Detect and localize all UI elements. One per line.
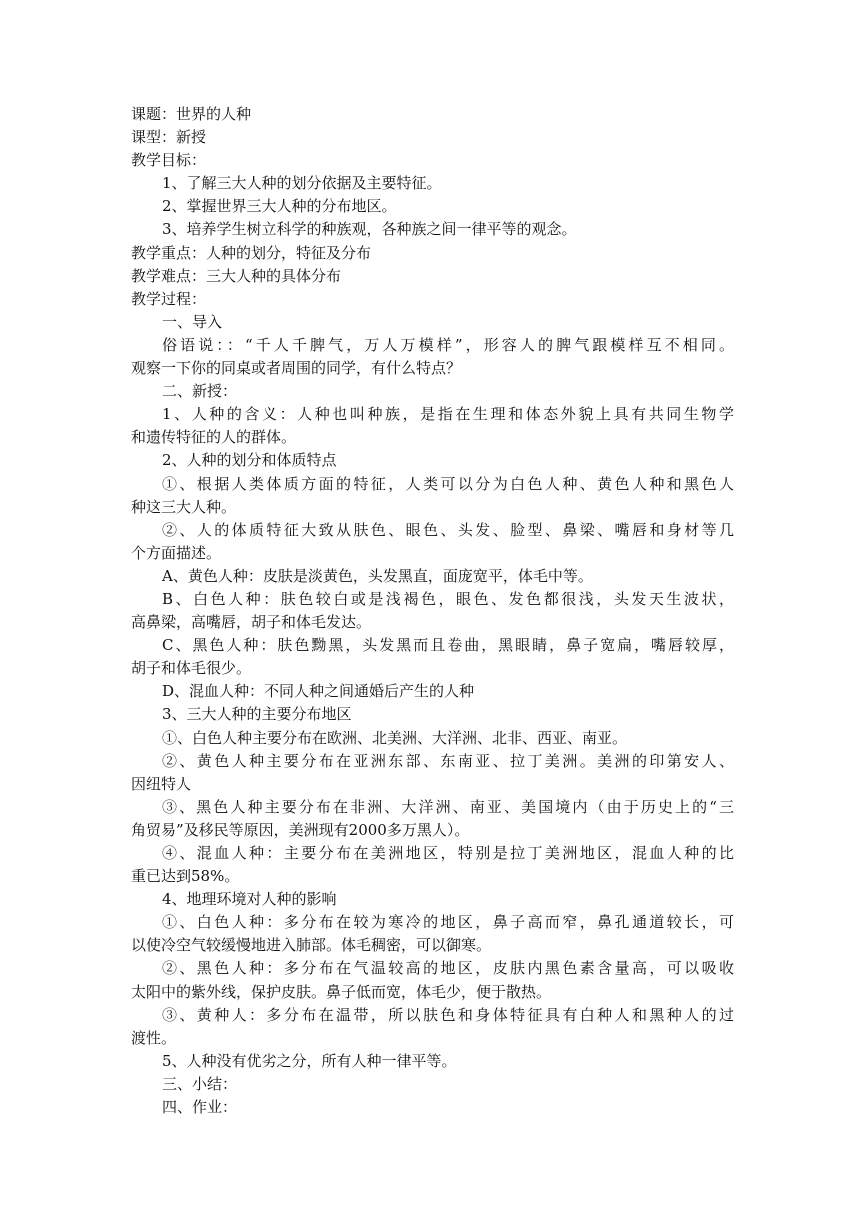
text-line: 课型：新授 <box>131 128 207 147</box>
text-line: 教学目标： <box>131 151 207 170</box>
text-line: 课题：世界的人种 <box>131 105 252 123</box>
text-line: ②、人的体质特征大致从肤色、眼色、头发、脸型、鼻梁、嘴唇和身材等几 <box>162 520 734 539</box>
text-line: 以使冷空气较缓慢地进入肺部。体毛稠密，可以御寒。 <box>131 936 492 955</box>
text-line: 教学难点：三大人种的具体分布 <box>131 266 342 285</box>
text-line: 一、导入 <box>162 312 223 331</box>
text-line: ①、白色人种：多分布在较为寒冷的地区，鼻子高而窄，鼻孔通道较长，可 <box>162 913 734 932</box>
text-line: 渡性。 <box>131 1028 177 1047</box>
text-line: 二、新授： <box>162 382 238 401</box>
text-line: 四、作业： <box>162 1098 238 1117</box>
text-line: 个方面描述。 <box>131 543 222 562</box>
text-line: 2、掌握世界三大人种的分布地区。 <box>162 197 397 216</box>
text-line: B、白色人种：肤色较白或是浅褐色，眼色、发色都很浅，头发天生波状， <box>162 589 734 608</box>
text-line: 观察一下你的同桌或者周围的同学，有什么特点？ <box>131 359 462 378</box>
text-line: ①、根据人类体质方面的特征，人类可以分为白色人种、黄色人种和黑色人 <box>162 474 734 493</box>
text-line: 3、培养学生树立科学的种族观，各种族之间一律平等的观念。 <box>162 220 577 239</box>
text-line: 高鼻梁，高嘴唇，胡子和体毛发达。 <box>131 613 372 632</box>
text-line: 角贸易”及移民等原因，美洲现有2000多万黑人）。 <box>131 820 470 839</box>
text-line: ③、黑色人种主要分布在非洲、大洋洲、南亚、美国境内（由于历史上的“三 <box>162 797 734 816</box>
text-line: ①、白色人种主要分布在欧洲、北美洲、大洋洲、北非、西亚、南亚。 <box>162 728 628 747</box>
text-line: 1、了解三大人种的划分依据及主要特征。 <box>162 174 442 193</box>
text-line: 5、人种没有优劣之分，所有人种一律平等。 <box>162 1051 457 1070</box>
text-line: C、黑色人种：肤色黝黑，头发黑而且卷曲，黑眼睛，鼻子宽扁，嘴唇较厚， <box>162 636 734 655</box>
text-line: 和遗传特征的人的群体。 <box>131 428 297 447</box>
text-line: 俗语说：：“千人千脾气，万人万模样”，形容人的脾气跟模样互不相同。 <box>162 335 734 354</box>
text-line: 2、人种的划分和体质特点 <box>162 451 337 470</box>
text-line: 三、小结： <box>162 1074 238 1093</box>
text-line: ②、黑色人种：多分布在气温较高的地区，皮肤内黑色素含量高，可以吸收 <box>162 959 734 978</box>
text-line: 1、人种的含义：人种也叫种族，是指在生理和体态外貌上具有共同生物学 <box>162 405 734 424</box>
text-line: ④、混血人种：主要分布在美洲地区，特别是拉丁美洲地区，混血人种的比 <box>162 844 734 862</box>
text-line: A、黄色人种：皮肤是淡黄色，头发黑直，面庞宽平，体毛中等。 <box>162 566 593 585</box>
text-line: 胡子和体毛很少。 <box>131 659 252 678</box>
text-line: 教学重点：人种的划分，特征及分布 <box>131 243 372 262</box>
text-line: 太阳中的紫外线，保护皮肤。鼻子低而宽，体毛少，便于散热。 <box>131 982 552 1001</box>
text-line: 种这三大人种。 <box>131 497 237 516</box>
text-line: 重已达到58%。 <box>131 867 240 886</box>
text-line: 因纽特人 <box>131 774 192 793</box>
text-line: 4、地理环境对人种的影响 <box>162 890 337 909</box>
text-line: ③、黄种人：多分布在温带，所以肤色和身体特征具有白种人和黑种人的过 <box>162 1005 734 1024</box>
text-line: ②、黄色人种主要分布在亚洲东部、东南亚、拉丁美洲。美洲的印第安人、 <box>162 751 734 770</box>
text-line: D、混血人种：不同人种之间通婚后产生的人种 <box>162 682 475 701</box>
lesson-plan-document <box>131 103 734 1119</box>
text-line: 教学过程： <box>131 289 207 308</box>
text-line: 3、三大人种的主要分布地区 <box>162 705 352 724</box>
